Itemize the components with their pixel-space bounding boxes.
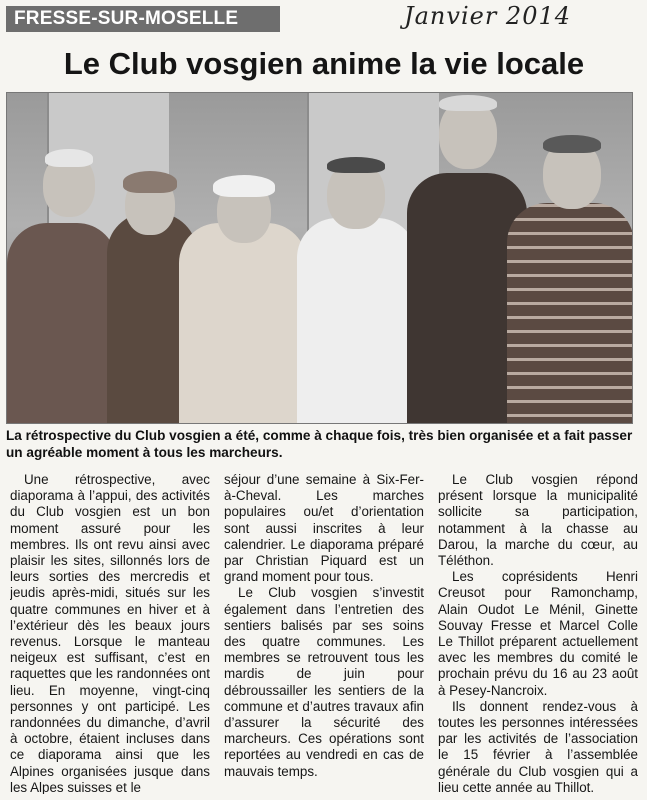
- paragraph: séjour d’une semaine à Six-Fer-à-Cheval. Les marches populaires ou/et d’orientation sont aussi inscrites à leur calendrier. Le diaporama préparé par Christian Piquard est un grand moment pour tous.: [224, 472, 424, 585]
- paragraph: Le Club vosgien répond présent lorsque la municipalité sollicite sa participation, notamment à la chasse au Darou, la marche du cœur, au Téléthon.: [438, 472, 638, 569]
- article-headline: Le Club vosgien anime la vie locale: [63, 46, 585, 81]
- article-column-1: [10, 472, 210, 794]
- paragraph: Une rétrospective, avec diaporama à l’appui, des activités du Club vosgien est un bon moment assuré pour les membres. Ils ont revu ainsi avec plaisir les sites, sillonnés lors de leurs sorties des mercredis et jeudis après-midi, situés sur les quatre communes en hiver et à l’extérieur dès les beaux jours revenus. Lorsque le manteau neigeux est suffisant, c’est en raquettes que les randonnées ont lieu. En moyenne, vingt-cinq personnes y ont participé. Les randonnées du dimanche, d’avril à octobre, étaient incluses dans ce diaporama ainsi que les Alpines organisées jusque dans les Alpes suisses et le: [10, 472, 210, 794]
- article-column-3: [438, 472, 638, 794]
- photo-caption: La rétrospective du Club vosgien a été, comme à chaque fois, très bien organisée et a fait passer un agréable moment à tous les marcheurs.: [6, 428, 633, 460]
- paragraph: Ils donnent rendez-vous à toutes les personnes intéressées par les activités de l’association le 15 février à l’assemblée générale du Club vosgien qui a lieu cette année au Thillot.: [438, 698, 638, 794]
- section-rubric: FRESSE-SUR-MOSELLE: [6, 6, 280, 32]
- paragraph: Le Club vosgien s’investit également dans l’entretien des sentiers balisés par ses soins des quatre communes. Les membres se retrouvent tous les mardis de juin pour débroussailler les sentiers de la commune et d’autres travaux afin d’assurer la sécurité des marcheurs. Ces opérations sont reportées au vendredi en cas de mauvais temps.: [224, 585, 424, 779]
- photo-person: [7, 123, 117, 423]
- handwritten-date: Janvier 2014: [404, 2, 572, 30]
- article-body: [10, 472, 638, 794]
- group-photo: [6, 92, 633, 424]
- photo-person: [507, 113, 633, 423]
- photo-person: [179, 133, 307, 423]
- article-column-2: [224, 472, 424, 794]
- photo-person: [297, 123, 417, 423]
- paragraph: Les coprésidents Henri Creusot pour Ramonchamp, Alain Oudot Le Ménil, Ginette Souvay Fresse et Marcel Colle Le Thillot préparent actuellement avec les membres du comité le prochain prévu du 16 au 23 août à Pesey-Nancroix.: [438, 569, 638, 698]
